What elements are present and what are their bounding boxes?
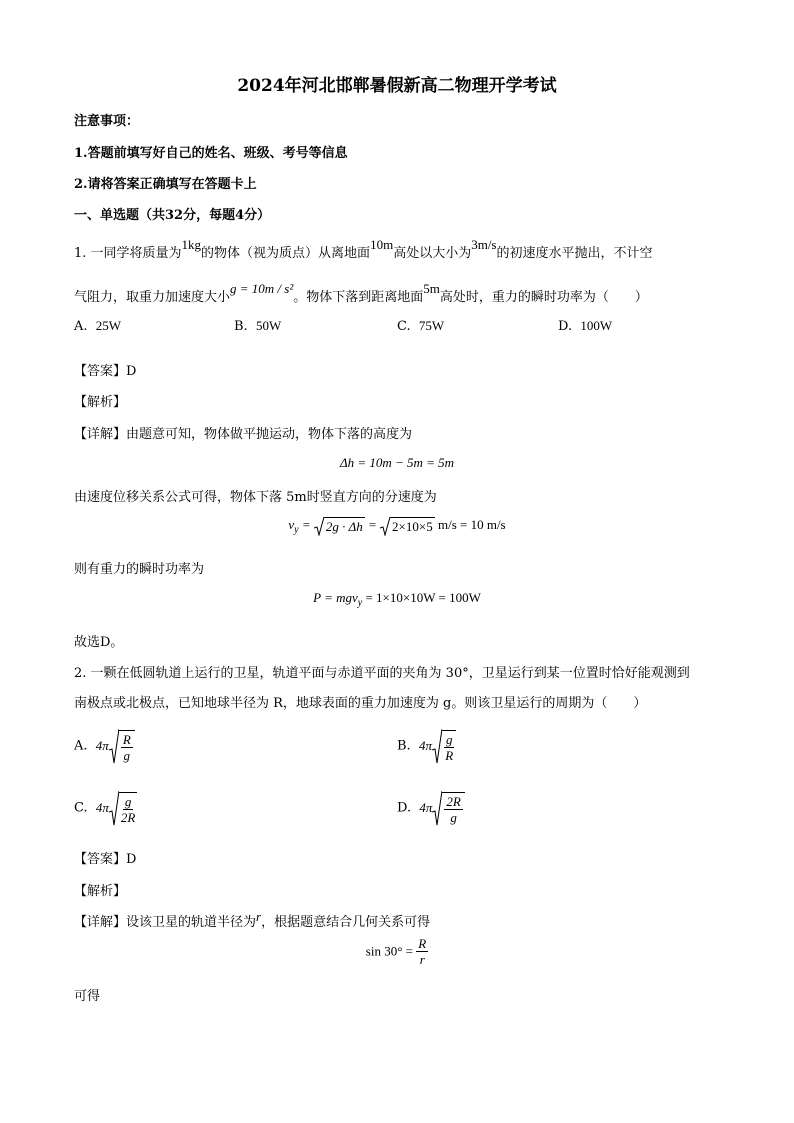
option-letter: A.	[74, 319, 88, 334]
q2-option-b[interactable]	[397, 728, 456, 764]
option-sqrt	[432, 728, 457, 764]
option-coef: 4π	[418, 738, 432, 753]
option-letter: D.	[558, 319, 573, 334]
option-sqrt	[109, 728, 135, 764]
frac-denominator: r	[419, 952, 425, 967]
eq-tail: = 1×10×10W = 100W	[362, 590, 481, 605]
q2-option-c[interactable]	[74, 790, 137, 826]
q1-text: 1. 一同学将质量为	[74, 246, 182, 261]
frac-numerator: g	[124, 793, 132, 809]
page-title: 2024年河北邯郸暑假新高二物理开学考试	[237, 76, 557, 96]
option-text: 25W	[95, 318, 122, 333]
option-letter: A.	[74, 738, 88, 754]
q2-r: r	[256, 909, 262, 924]
q1-option-a[interactable]	[74, 318, 121, 334]
q1-detail: 【详解】由题意可知，物体做平抛运动，物体下落的高度为	[74, 427, 413, 442]
option-sqrt	[109, 790, 137, 826]
q1-analysis: 【解析】	[74, 395, 127, 410]
q2-stem-line2: 南极点或北极点，已知地球半径为 R，地球表面的重力加速度为 g。则该卫星运行的周期为（ ）	[74, 696, 647, 711]
frac-denominator: R	[445, 747, 454, 763]
q2-detail	[74, 911, 430, 930]
q2-answer: 【答案】D	[74, 852, 137, 867]
q2-option-a[interactable]	[74, 728, 135, 764]
frac-numerator: 2R	[446, 793, 461, 809]
option-letter: B.	[397, 738, 411, 754]
sqrt-content: 2×10×5	[392, 519, 433, 534]
q2-analysis: 【解析】	[74, 884, 127, 899]
option-letter: C.	[74, 800, 88, 816]
q1-text: 的物体（视为质点）从离地面	[201, 246, 371, 261]
q1-mass: 1kg	[181, 237, 202, 252]
option-letter: D.	[397, 800, 412, 816]
option-sqrt	[432, 790, 464, 826]
frac-numerator: g	[445, 731, 453, 747]
q1-text: 。物体下落到距离地面	[293, 290, 424, 305]
eq-lhs: sin 30° =	[365, 943, 417, 959]
option-text: 75W	[418, 318, 445, 333]
sqrt-2	[380, 516, 435, 536]
q2-text: ，根据题意结合几何关系可得	[261, 915, 431, 930]
frac-denominator: 2R	[120, 809, 136, 825]
q1-option-d[interactable]	[558, 318, 612, 334]
q2-equation	[0, 936, 794, 967]
q1-conclusion: 故选D。	[74, 635, 124, 650]
q2-end-text: 可得	[74, 989, 101, 1004]
eq-sign: =	[298, 516, 314, 532]
sqrt-1	[314, 516, 365, 536]
eq-sign: =	[364, 516, 381, 532]
option-coef: 4π	[419, 800, 433, 815]
q1-speed: 3m/s	[471, 237, 497, 252]
q1-option-b[interactable]	[234, 318, 281, 334]
eq-p: P = mgv	[313, 590, 358, 605]
q1-text-3: 则有重力的瞬时功率为	[74, 562, 205, 577]
q1-text: 高处时，重力的瞬时功率为（ ）	[439, 290, 648, 305]
option-coef: 4π	[95, 800, 109, 815]
q1-text: 高处以大小为	[393, 246, 472, 261]
frac-numerator: R	[122, 731, 131, 747]
frac-numerator: R	[418, 936, 427, 951]
q1-answer: 【答案】D	[74, 364, 137, 379]
option-letter: C.	[397, 319, 411, 334]
q1-text: 气阻力，取重力加速度大小	[74, 290, 231, 305]
q1-equation-1: Δh = 10m − 5m = 5m	[339, 455, 455, 470]
q1-equation-3	[0, 590, 794, 609]
option-letter: B.	[234, 319, 248, 334]
q1-height: 10m	[370, 237, 394, 252]
q1-option-c[interactable]	[397, 318, 444, 334]
q2-text: 【详解】设该卫星的轨道半径为	[74, 915, 257, 930]
notice-heading: 注意事项：	[74, 114, 140, 129]
q2-option-d[interactable]	[397, 790, 465, 826]
q2-stem-line1: 2. 一颗在低圆轨道上运行的卫星，轨道平面与赤道平面的夹角为 30°，卫星运行到某一位置时恰好能观测到	[74, 666, 690, 681]
eq-v: v	[288, 516, 295, 532]
q1-stem-line2	[74, 281, 648, 305]
eq-sub: y	[294, 524, 299, 536]
q1-g-expression: g = 10m / s²	[230, 281, 294, 296]
eq-tail: m/s = 10 m/s	[434, 516, 506, 532]
q1-stem-line1	[74, 237, 653, 261]
frac-denominator: g	[450, 809, 457, 825]
option-text: 50W	[255, 318, 282, 333]
q1-equation-2	[0, 516, 794, 536]
eq-sub: y	[357, 597, 363, 609]
frac-denominator: g	[123, 747, 131, 763]
q1-height2: 5m	[423, 281, 440, 296]
section-heading: 一、单选题（共32分，每题4分）	[74, 208, 271, 223]
notice-item-1: 1.答题前填写好自己的姓名、班级、考号等信息	[74, 146, 348, 161]
q1-text: 的初速度水平抛出，不计空	[496, 246, 653, 261]
sqrt-content: 2g · Δh	[325, 519, 363, 534]
option-coef: 4π	[95, 738, 109, 753]
option-text: 100W	[580, 318, 613, 333]
q1-text-2: 由速度位移关系公式可得，物体下落 5m时竖直方向的分速度为	[74, 490, 437, 505]
notice-item-2: 2.请将答案正确填写在答题卡上	[74, 177, 257, 192]
